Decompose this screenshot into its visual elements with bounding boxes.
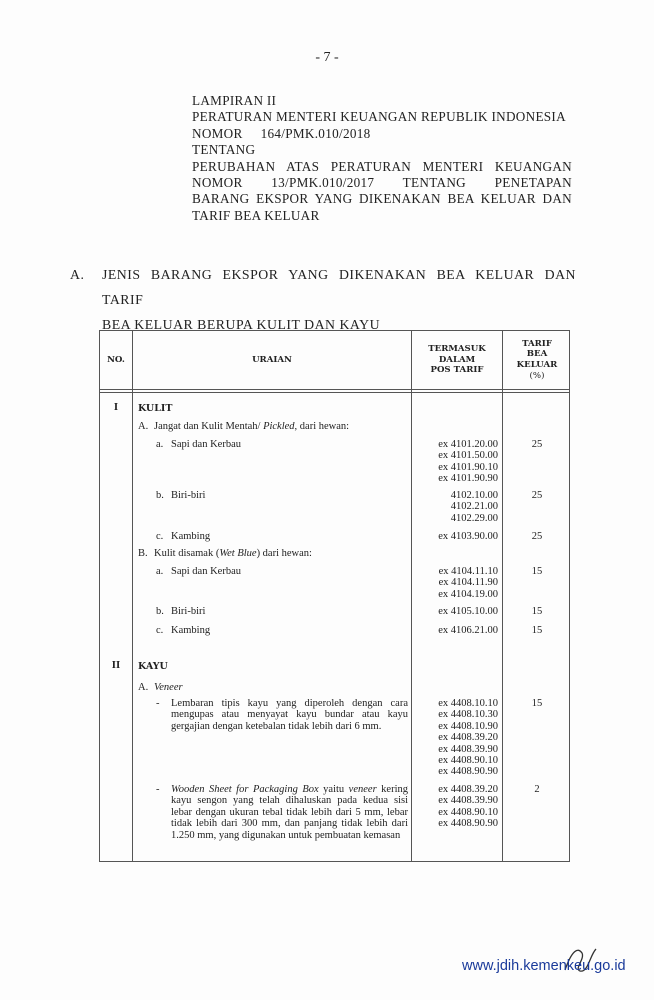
pos-tarif-code: ex 4104.11.90 (438, 577, 498, 589)
header-no: NO. (107, 354, 125, 365)
header-line: BARANG EKSPOR YANG DIKENAKAN BEA KELUAR DAN (192, 191, 572, 207)
item-marker: c. (156, 625, 164, 636)
pos-tarif-code: ex 4408.90.10 (438, 755, 498, 767)
pos-tarif-codes (416, 784, 498, 830)
tarif-value: 15 (531, 606, 543, 617)
pos-tarif-code: ex 4408.10.90 (438, 720, 498, 732)
row-description (156, 531, 210, 542)
pos-tarif-code: 4102.10.00 (450, 490, 498, 501)
pos-tarif-code: ex 4408.39.90 (438, 743, 498, 755)
header-line: TENTANG (192, 142, 256, 158)
row-description (156, 566, 241, 577)
header-text: BEA (526, 349, 548, 360)
section-heading (70, 262, 576, 337)
pos-tarif-code: ex 4101.20.00 (438, 439, 498, 450)
pos-tarif-codes (416, 698, 498, 778)
tarif-value: 2 (534, 784, 540, 795)
item-text: Kulit disamak (Wet Blue) dari hewan: (154, 548, 312, 559)
row-description (138, 548, 312, 559)
pos-tarif-code: ex 4101.50.00 (438, 450, 498, 462)
header-text: DALAM (438, 354, 476, 365)
section-title-line: JENIS BARANG EKSPOR YANG DIKENAKAN BEA KELUAR DAN TARIF (102, 267, 576, 307)
pos-tarif-code: 4102.21.00 (450, 501, 498, 513)
item-marker: a. (156, 439, 164, 450)
column-divider (411, 331, 412, 861)
pos-tarif-code: ex 4104.11.10 (438, 566, 498, 577)
item-marker: A. (138, 682, 149, 693)
item-marker: b. (156, 490, 164, 501)
column-divider (132, 331, 133, 861)
pos-tarif-codes (416, 625, 498, 636)
row-description (138, 682, 183, 693)
row-description (156, 439, 241, 450)
header-text: POS TARIF (430, 365, 484, 376)
item-marker: - (156, 784, 160, 795)
section-title-line: BEA KELUAR BERUPA KULIT DAN KAYU (102, 317, 381, 332)
pos-tarif-codes (416, 566, 498, 600)
item-text: Wooden Sheet for Packaging Box yaitu veneer kering kayu sengon yang telah dihaluskan pada kedua sisi lebar dengan ukuran tebal tidak lebih dari 5 mm, lebar tidak lebih dari 300 mm, dan panjang tidak lebih dari 1.250 mm, yang digunakan untuk pembuatan kemasan (171, 784, 408, 841)
page-number: - 7 - (315, 50, 339, 65)
pos-tarif-code: ex 4408.39.90 (438, 795, 498, 807)
row-description (156, 625, 210, 636)
header-text: TARIF (522, 338, 552, 349)
row-description (156, 698, 408, 732)
row-description (156, 606, 205, 617)
item-text: Biri-biri (171, 606, 206, 617)
tarif-value: 15 (531, 566, 543, 577)
pos-tarif-code: ex 4106.21.00 (438, 625, 498, 636)
pos-tarif-code: 4102.29.00 (450, 512, 498, 524)
tarif-value: 15 (531, 625, 543, 636)
pos-tarif-code: ex 4101.90.90 (438, 473, 498, 485)
pos-tarif-code: ex 4104.19.00 (438, 588, 498, 600)
pos-tarif-code: ex 4408.10.10 (438, 698, 498, 709)
header-uraian: URAIAN (252, 354, 292, 365)
header-line: NOMOR 164/PMK.010/2018 (192, 125, 371, 141)
row-number: II (111, 661, 121, 671)
pos-tarif-code: ex 4105.10.00 (438, 606, 498, 617)
row-description (138, 421, 349, 432)
tarif-value: 15 (531, 698, 543, 709)
item-text: Kambing (171, 625, 211, 636)
row-description: KAYU (138, 661, 168, 672)
pos-tarif-code: ex 4408.90.10 (438, 806, 498, 818)
header-line: LAMPIRAN II (192, 93, 277, 108)
header-line: TARIF BEA KELUAR (192, 207, 320, 223)
item-marker: a. (156, 566, 164, 577)
tarif-value: 25 (531, 439, 543, 450)
item-marker: - (156, 698, 160, 709)
header-line: PERUBAHAN ATAS PERATURAN MENTERI KEUANGAN (192, 158, 572, 174)
header-line: PERATURAN MENTERI KEUANGAN REPUBLIK INDONESIA (192, 109, 566, 125)
header-text: TERMASUK (428, 344, 486, 355)
attachment-header (192, 93, 572, 224)
pos-tarif-code: ex 4103.90.00 (438, 531, 498, 542)
header-tarif (503, 331, 571, 389)
item-text: Sapi dan Kerbau (171, 566, 241, 577)
pos-tarif-code: ex 4408.90.90 (438, 818, 498, 830)
item-text: Veneer (154, 682, 183, 693)
pos-tarif-codes (416, 490, 498, 524)
item-text: Kambing (171, 531, 211, 542)
pos-tarif-codes (416, 606, 498, 617)
row-number: I (113, 403, 119, 413)
tarif-value: 25 (531, 531, 543, 542)
column-divider (502, 331, 503, 861)
item-text: Lembaran tipis kayu yang diperoleh dengan cara mengupas atau menyayat kayu bundar atau kayu gergajian dengan ketebalan tidak lebih dari 6 mm. (171, 698, 408, 732)
section-label: A. (70, 267, 85, 282)
pos-tarif-codes (416, 531, 498, 542)
item-text: Sapi dan Kerbau (171, 439, 241, 450)
tarif-value: 25 (531, 490, 543, 501)
header-line: NOMOR 13/PMK.010/2017 TENTANG PENETAPAN (192, 175, 572, 191)
header-text: (%) (529, 370, 545, 381)
row-description (156, 490, 205, 501)
row-description (156, 784, 408, 841)
footer-url[interactable]: www.jdih.kemenkeu.go.id (462, 958, 626, 974)
header-pos-tarif (412, 331, 502, 389)
header-text: KELUAR (516, 360, 558, 370)
row-description: KULIT (138, 403, 173, 414)
pos-tarif-codes (416, 439, 498, 485)
item-marker: B. (138, 548, 148, 559)
item-marker: A. (138, 421, 149, 432)
tariff-table (99, 330, 570, 862)
pos-tarif-code: ex 4101.90.10 (438, 461, 498, 473)
item-marker: c. (156, 531, 164, 542)
pos-tarif-code: ex 4408.90.90 (438, 766, 498, 778)
item-marker: b. (156, 606, 164, 617)
pos-tarif-code: ex 4408.10.30 (438, 709, 498, 721)
item-text: Biri-biri (171, 490, 206, 501)
header-divider (100, 389, 569, 393)
item-text: Jangat dan Kulit Mentah/ Pickled, dari hewan: (154, 421, 350, 432)
pos-tarif-code: ex 4408.39.20 (438, 784, 498, 795)
pos-tarif-code: ex 4408.39.20 (438, 732, 498, 744)
